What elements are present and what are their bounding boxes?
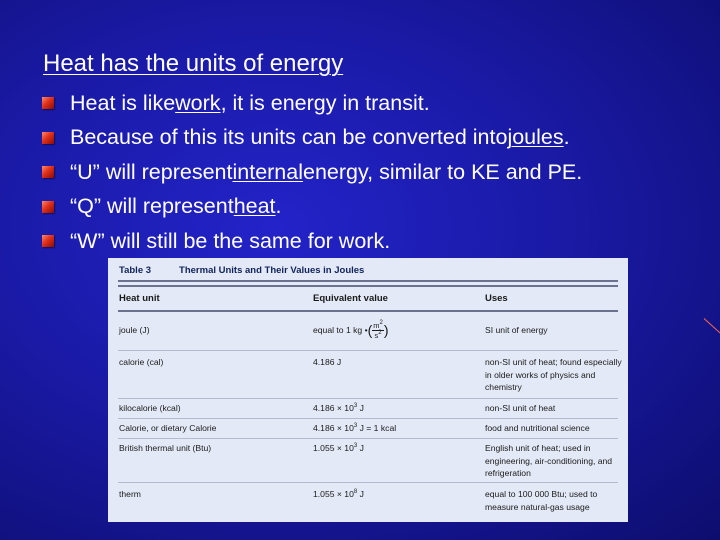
table-divider	[118, 350, 618, 351]
bullet-text-prefix: Heat is like	[70, 90, 176, 115]
table-divider	[118, 398, 618, 399]
table-cell-unit: Calorie, or dietary Calorie	[119, 423, 217, 433]
table-divider	[118, 285, 618, 287]
table-caption	[119, 265, 364, 276]
table-cell-use: non-SI unit of heat	[485, 403, 556, 413]
value-suffix: J	[357, 403, 364, 413]
table-cell-use: English unit of heat; used in engineering, air-conditioning, and refrigeration	[485, 443, 613, 478]
table-cell-value	[313, 422, 473, 435]
bullet-item	[42, 190, 582, 225]
header-heat-unit: Heat unit	[119, 293, 160, 304]
bullet-text-prefix: “U” will represent	[70, 159, 233, 184]
bullet-text-prefix: Because of this its units can be converted into	[70, 125, 508, 150]
bullet-text-suffix: , it is energy in transit.	[220, 90, 430, 115]
red-square-bullet-icon	[42, 201, 54, 213]
bullet-text-suffix: .	[563, 125, 570, 150]
bullet-text: “W” will still be the same for work.	[70, 228, 391, 253]
decorative-corner-line	[704, 318, 720, 335]
value-mantissa: 1.055 × 10	[313, 443, 354, 453]
bullet-list	[42, 86, 582, 259]
bullet-item	[42, 86, 582, 121]
table-title: Thermal Units and Their Values in Joules	[179, 265, 365, 276]
table-cell-value	[313, 488, 473, 501]
table-divider	[118, 482, 618, 483]
bullet-link-work[interactable]: work	[175, 90, 221, 115]
value-exponent: 3	[353, 423, 358, 429]
bullet-text-prefix: “Q” will represent	[70, 194, 234, 219]
thermal-units-table	[108, 258, 628, 522]
table-label: Table 3	[119, 265, 152, 276]
fraction-denominator-exponent: 2	[378, 329, 382, 336]
table-cell-use: equal to 100 000 Btu; used to measure natural-gas usage	[485, 489, 598, 512]
table-cell-use: SI unit of energy	[485, 325, 548, 335]
paren-close: )	[383, 321, 389, 338]
table-cell-value	[313, 315, 473, 345]
bullet-item	[42, 224, 582, 259]
fraction-numerator: m	[373, 320, 380, 330]
red-square-bullet-icon	[42, 235, 54, 247]
table-cell-use: non-SI unit of heat; found especially in older works of physics and chemistry	[485, 357, 622, 392]
table-divider	[118, 418, 618, 419]
table-cell-value	[313, 442, 473, 455]
table-divider	[118, 280, 618, 282]
table-cell-unit: kilocalorie (kcal)	[119, 403, 181, 413]
red-square-bullet-icon	[42, 166, 54, 178]
table-cell-value	[313, 402, 473, 415]
bullet-link-internal[interactable]: internal	[232, 159, 303, 184]
value-exponent: 3	[353, 403, 358, 409]
bullet-item	[42, 121, 582, 156]
red-square-bullet-icon	[42, 132, 54, 144]
value-suffix: J = 1 kcal	[357, 423, 397, 433]
table-divider	[118, 310, 618, 312]
paren-open: (	[367, 321, 373, 338]
bullet-item	[42, 155, 582, 190]
header-uses: Uses	[485, 293, 508, 304]
table-cell-value: 4.186 J	[313, 357, 342, 367]
value-mantissa: 4.186 × 10	[313, 403, 354, 413]
value-suffix: J	[357, 443, 364, 453]
table-divider	[118, 438, 618, 439]
bullet-link-heat[interactable]: heat	[233, 194, 276, 219]
table-cell-unit: British thermal unit (Btu)	[119, 443, 212, 453]
fraction-denominator: s	[374, 330, 379, 340]
fraction-numerator-exponent: 2	[379, 319, 383, 326]
slide-title: Heat has the units of energy	[43, 50, 344, 77]
bullet-link-joules[interactable]: joules	[507, 125, 564, 150]
bullet-text-suffix: energy, similar to KE and PE.	[303, 159, 583, 184]
bullet-text-suffix: .	[275, 194, 282, 219]
table-cell-unit: therm	[119, 489, 141, 499]
value-mantissa: 4.186 × 10	[313, 423, 354, 433]
value-suffix: J	[357, 489, 364, 499]
value-prefix: equal to 1 kg •	[313, 324, 368, 335]
table-cell-use: food and nutritional science	[485, 423, 590, 433]
unit-fraction	[372, 321, 384, 340]
table-cell-unit: joule (J)	[119, 325, 150, 335]
header-equivalent-value: Equivalent value	[313, 293, 388, 304]
value-exponent: 3	[353, 443, 358, 449]
table-cell-unit: calorie (cal)	[119, 357, 164, 367]
red-square-bullet-icon	[42, 97, 54, 109]
value-mantissa: 1.055 × 10	[313, 489, 354, 499]
value-exponent: 8	[353, 489, 358, 495]
